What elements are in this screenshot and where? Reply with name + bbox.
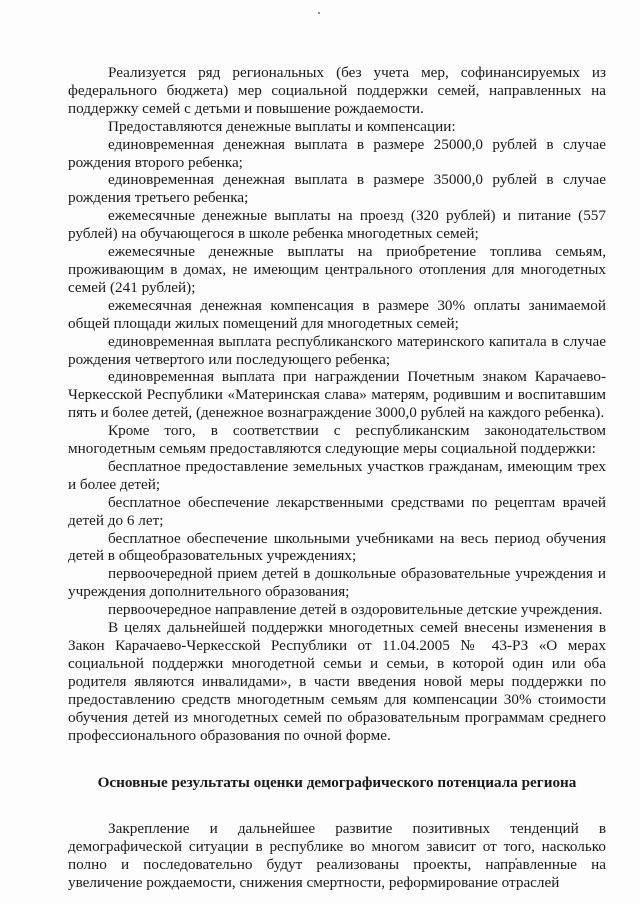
list-item: единовременная выплата при награждении Почетным знаком Карачаево-Черкесской Республики «Материнская слава» матерям, родившим и воспитавшим пять и более детей, (денежное вознаграждение 3000,0 рублей на каждого ребенка). (68, 368, 606, 422)
document-body (68, 64, 606, 892)
list-item: ежемесячные денежные выплаты на проезд (320 рублей) и питание (557 рублей) на обучающегося в школе ребенка многодетных семей; (68, 207, 606, 243)
list-item: первоочередной прием детей в дошкольные образовательные учреждения и учреждения дополнительного образования; (68, 565, 606, 601)
list-item: бесплатное обеспечение лекарственными средствами по рецептам врачей детей до 6 лет; (68, 493, 606, 529)
list-item: единовременная денежная выплата в размере 35000,0 рублей в случае рождения третьего ребенка; (68, 171, 606, 207)
list-item: первоочередное направление детей в оздоровительные детские учреждения. (108, 601, 603, 619)
paragraph: Предоставляются денежные выплаты и компенсации: (108, 117, 456, 135)
scan-speck (318, 12, 320, 14)
list-item: единовременная денежная выплата в размере 25000,0 рублей в случае рождения второго ребенка; (68, 135, 606, 171)
paragraph: Реализуется ряд региональных (без учета мер, софинансируемых из федерального бюджета) мер социальной поддержки семей, направленных на поддержку семей с детьми и повышение рождаемости. (68, 64, 606, 117)
list-item: ежемесячные денежные выплаты на приобретение топлива семьям, проживающим в домах, не имеющим центрального отопления для многодетных семей (241 рублей); (68, 243, 606, 296)
list-item: единовременная выплата республиканского материнского капитала в случае рождения четвертого или последующего ребенка; (68, 332, 606, 368)
list-item: бесплатное предоставление земельных участков гражданам, имеющим трех и более детей; (68, 457, 606, 493)
paragraph: Кроме того, в соответствии с республиканским законодательством многодетным семьям предоставляются следующие меры социальной поддержки: (68, 422, 606, 458)
list-item: ежемесячная денежная компенсация в размере 30% оплаты занимаемой общей площади жилых помещений для многодетных семей; (68, 296, 606, 332)
section-heading: Основные результаты оценки демографического потенциала региона (97, 774, 577, 792)
paragraph: Закрепление и дальнейшее развитие позитивных тенденций в демографической ситуации в республике во многом зависит от того, насколько полно и последовательно будут реализованы проекты, направленные на увеличение рождаемости, снижения смертности, реформирование отраслей (68, 820, 606, 892)
paragraph: В целях дальнейшей поддержки многодетных семей внесены изменения в Закон Карачаево-Черкесской Республики от 11.04.2005 № 43-РЗ «О мерах социальной поддержки многодетной семьи и семьи, в которой один или оба родителя являются инвалидами», в части введения новой меры поддержки по предоставлению средств многодетным семьям для компенсации 30% стоимости обучения детей из многодетных семей по образовательным программам среднего профессионального образования по очной форме. (68, 619, 606, 744)
list-item: бесплатное обеспечение школьными учебниками на весь период обучения детей в общеобразовательных учреждениях; (68, 529, 606, 565)
